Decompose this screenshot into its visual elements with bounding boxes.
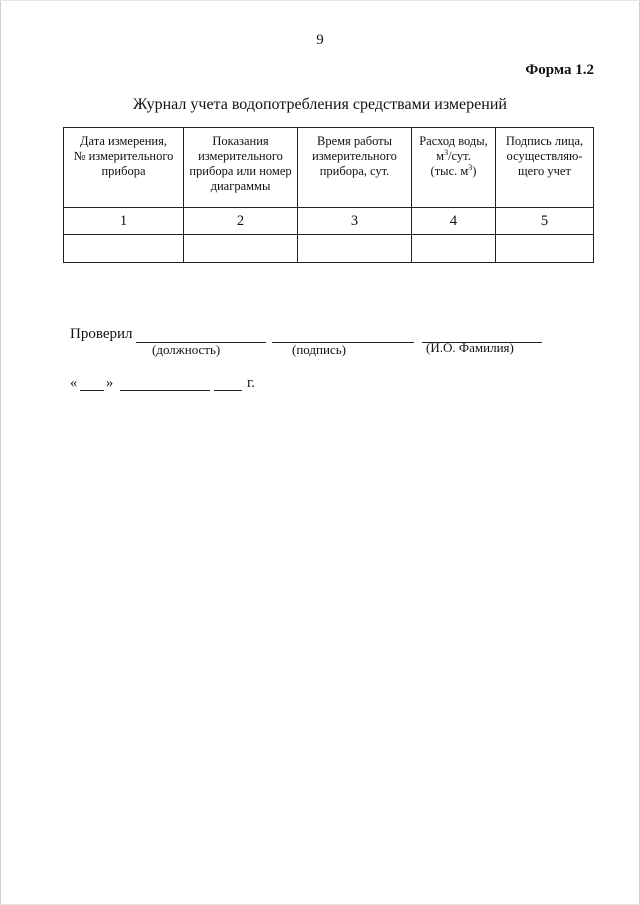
checked-by-label: Проверил [70, 326, 133, 342]
empty-cell [64, 235, 184, 263]
header-meter-readings: Показания измерительного прибора или номер диаграммы [184, 128, 298, 208]
date-open-quote: « [70, 375, 78, 391]
header-operating-time: Время работы измерительного прибора, сут. [298, 128, 412, 208]
day-line [80, 376, 104, 391]
header-responsible-signature: Подпись лица, осуществляю- щего учет [496, 128, 594, 208]
date-close-quote: » [106, 375, 114, 391]
empty-cell [298, 235, 412, 263]
column-number: 3 [298, 208, 412, 235]
position-line [136, 327, 266, 343]
journal-table [63, 127, 594, 263]
empty-data-row [64, 235, 594, 263]
signature-line [272, 327, 414, 343]
page-number: 9 [316, 32, 324, 48]
header-water-flow: Расход воды, $м^3$/сут. (тыс. $м^3$) [412, 128, 496, 208]
signature-caption: (подпись) [292, 342, 346, 357]
empty-cell [184, 235, 298, 263]
full-name-caption: (И.О. Фамилия) [426, 340, 514, 355]
header-measurement-date: Дата измерения, № измерительного прибора [64, 128, 184, 208]
document-title: Журнал учета водопотребления средствами измерений [133, 96, 507, 113]
month-line [120, 376, 210, 391]
table-header-row [64, 128, 594, 208]
column-number: 5 [496, 208, 594, 235]
column-number: 4 [412, 208, 496, 235]
empty-cell [496, 235, 594, 263]
year-suffix: г. [247, 375, 255, 391]
column-number-row [64, 208, 594, 235]
form-label: Форма 1.2 [525, 62, 594, 78]
column-number: 1 [64, 208, 184, 235]
year-line [214, 376, 242, 391]
empty-cell [412, 235, 496, 263]
position-caption: (должность) [152, 342, 221, 357]
column-number: 2 [184, 208, 298, 235]
